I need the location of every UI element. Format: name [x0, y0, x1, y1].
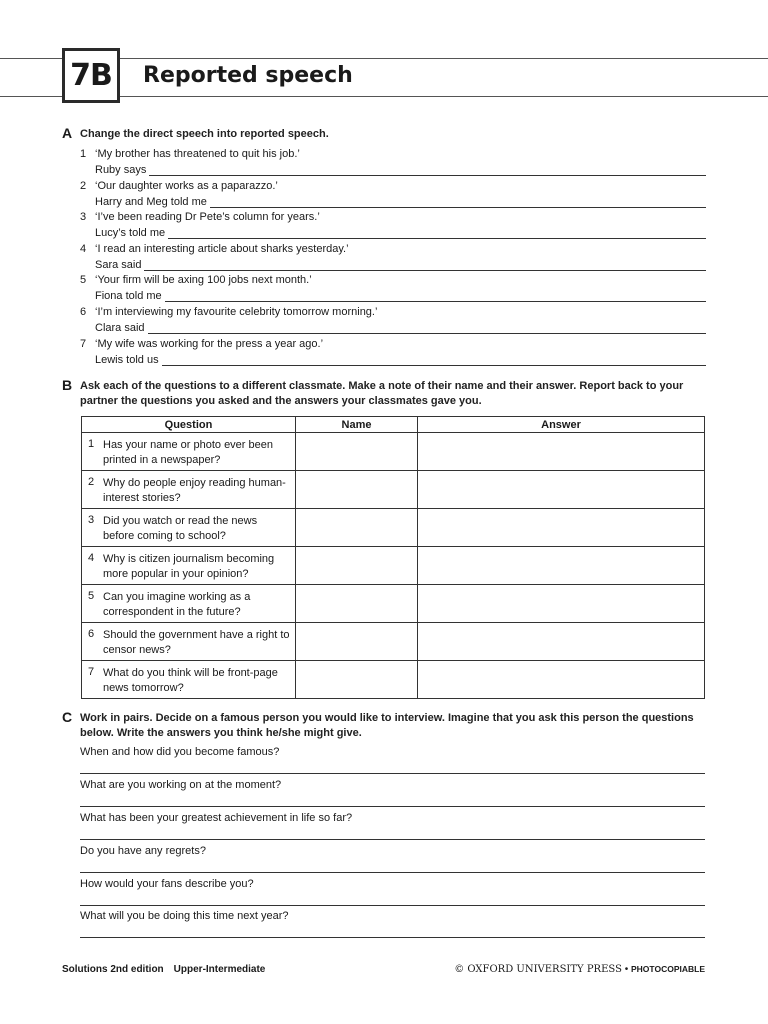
answer-line[interactable] [149, 165, 706, 176]
item-number: 1 [80, 148, 87, 160]
answer-line[interactable] [210, 197, 706, 208]
answer-line[interactable] [168, 228, 706, 239]
column-header-name: Name [296, 417, 418, 433]
photocopiable-label: PHOTOCOPIABLE [631, 964, 705, 974]
item-quote: ‘My wife was working for the press a year ago.’ [95, 338, 324, 350]
answer-cell[interactable] [418, 661, 705, 699]
answer-line[interactable] [80, 839, 705, 840]
section-a-letter: A [62, 125, 73, 141]
interview-question-1 [80, 746, 705, 758]
interview-question-2 [80, 779, 705, 791]
item-lead: Lewis told us [95, 354, 159, 366]
answer-line[interactable] [80, 872, 705, 873]
question-number: 4 [88, 552, 95, 564]
item-lead: Ruby says [95, 164, 147, 176]
page-title: Reported speech [143, 63, 353, 88]
survey-table [81, 416, 705, 699]
item-lead: Fiona told me [95, 290, 162, 302]
question-text: How would your fans describe you? [80, 878, 254, 890]
question-cell [82, 623, 296, 661]
item-number: 5 [80, 274, 87, 286]
question-cell [82, 471, 296, 509]
question-text: What has been your greatest achievement in life so far? [80, 812, 353, 824]
name-cell[interactable] [296, 585, 418, 623]
item-number: 2 [80, 180, 87, 192]
question-text: When and how did you become famous? [80, 746, 280, 758]
question-cell [82, 661, 296, 699]
answer-line[interactable] [80, 773, 705, 774]
interview-question-4 [80, 845, 705, 857]
unit-label: 7B [70, 58, 112, 93]
question-number: 5 [88, 590, 95, 602]
interview-question-6 [80, 910, 705, 922]
item-number: 3 [80, 211, 87, 223]
answer-cell[interactable] [418, 585, 705, 623]
section-a-instruction: Change the direct speech into reported speech. [80, 128, 329, 140]
question-text: Should the government have a right to censor news? [103, 629, 290, 656]
answer-cell[interactable] [418, 547, 705, 585]
answer-line[interactable] [80, 806, 705, 807]
question-number: 6 [88, 628, 95, 640]
table-row [82, 471, 705, 509]
item-lead: Harry and Meg told me [95, 196, 207, 208]
level-label: Upper-Intermediate [173, 964, 266, 975]
answer-line[interactable] [165, 291, 706, 302]
answer-cell[interactable] [418, 623, 705, 661]
question-number: 3 [88, 514, 95, 526]
section-c-instruction: Work in pairs. Decide on a famous person you would like to interview. Imagine that you ask this person the questions below. Write the answers you think he/she might give. [80, 712, 694, 739]
edition-label: Solutions 2nd edition [62, 964, 164, 975]
publisher-label: © OXFORD UNIVERSITY PRESS [454, 964, 622, 975]
answer-line[interactable] [80, 905, 705, 906]
interview-question-3 [80, 812, 705, 824]
table-row [82, 547, 705, 585]
item-number: 6 [80, 306, 87, 318]
question-text: Why do people enjoy reading human-interest stories? [103, 477, 286, 504]
table-row [82, 585, 705, 623]
column-header-answer: Answer [418, 417, 705, 433]
item-quote: ‘I’m interviewing my favourite celebrity tomorrow morning.’ [95, 306, 378, 318]
item-number: 4 [80, 243, 87, 255]
question-text: Has your name or photo ever been printed in a newspaper? [103, 439, 273, 466]
interview-question-5 [80, 878, 705, 890]
question-number: 2 [88, 476, 95, 488]
item-lead: Lucy’s told me [95, 227, 166, 239]
name-cell[interactable] [296, 433, 418, 471]
unit-badge [62, 48, 120, 103]
name-cell[interactable] [296, 471, 418, 509]
answer-line[interactable] [80, 937, 705, 938]
footer-book-info [62, 964, 265, 975]
section-c-letter: C [62, 709, 73, 725]
name-cell[interactable] [296, 509, 418, 547]
item-lead: Sara said [95, 259, 142, 271]
section-b-letter: B [62, 377, 73, 393]
table-row [82, 509, 705, 547]
item-number: 7 [80, 338, 87, 350]
name-cell[interactable] [296, 623, 418, 661]
item-quote: ‘I’ve been reading Dr Pete’s column for years.’ [95, 211, 320, 223]
question-text: Do you have any regrets? [80, 845, 206, 857]
section-b-instruction: Ask each of the questions to a different classmate. Make a note of their name and their answer. Report back to your partner the questions you asked and the answers your classmates gave you. [80, 380, 684, 407]
item-quote: ‘I read an interesting article about sharks yesterday.’ [95, 243, 349, 255]
question-cell [82, 585, 296, 623]
question-text: Can you imagine working as a correspondent in the future? [103, 591, 251, 618]
item-quote: ‘My brother has threatened to quit his job.’ [95, 148, 300, 160]
footer-publisher [454, 964, 705, 975]
answer-line[interactable] [162, 355, 706, 366]
answer-cell[interactable] [418, 471, 705, 509]
question-cell [82, 433, 296, 471]
answer-cell[interactable] [418, 433, 705, 471]
table-row [82, 623, 705, 661]
bullet-separator: • [624, 964, 629, 975]
answer-line[interactable] [148, 323, 706, 334]
question-text: Did you watch or read the news before coming to school? [103, 515, 258, 542]
table-row [82, 661, 705, 699]
question-number: 7 [88, 666, 95, 678]
name-cell[interactable] [296, 661, 418, 699]
question-number: 1 [88, 438, 95, 450]
question-text: What will you be doing this time next year? [80, 910, 289, 922]
item-lead: Clara said [95, 322, 145, 334]
answer-line[interactable] [144, 260, 706, 271]
question-text: Why is citizen journalism becoming more popular in your opinion? [103, 553, 275, 580]
table-row [82, 433, 705, 471]
item-quote: ‘Our daughter works as a paparazzo.’ [95, 180, 278, 192]
column-header-question: Question [82, 417, 296, 433]
question-cell [82, 547, 296, 585]
item-quote: ‘Your firm will be axing 100 jobs next month.’ [95, 274, 312, 286]
question-text: What are you working on at the moment? [80, 779, 282, 791]
question-text: What do you think will be front-page news tomorrow? [103, 667, 278, 694]
question-cell [82, 509, 296, 547]
name-cell[interactable] [296, 547, 418, 585]
answer-cell[interactable] [418, 509, 705, 547]
